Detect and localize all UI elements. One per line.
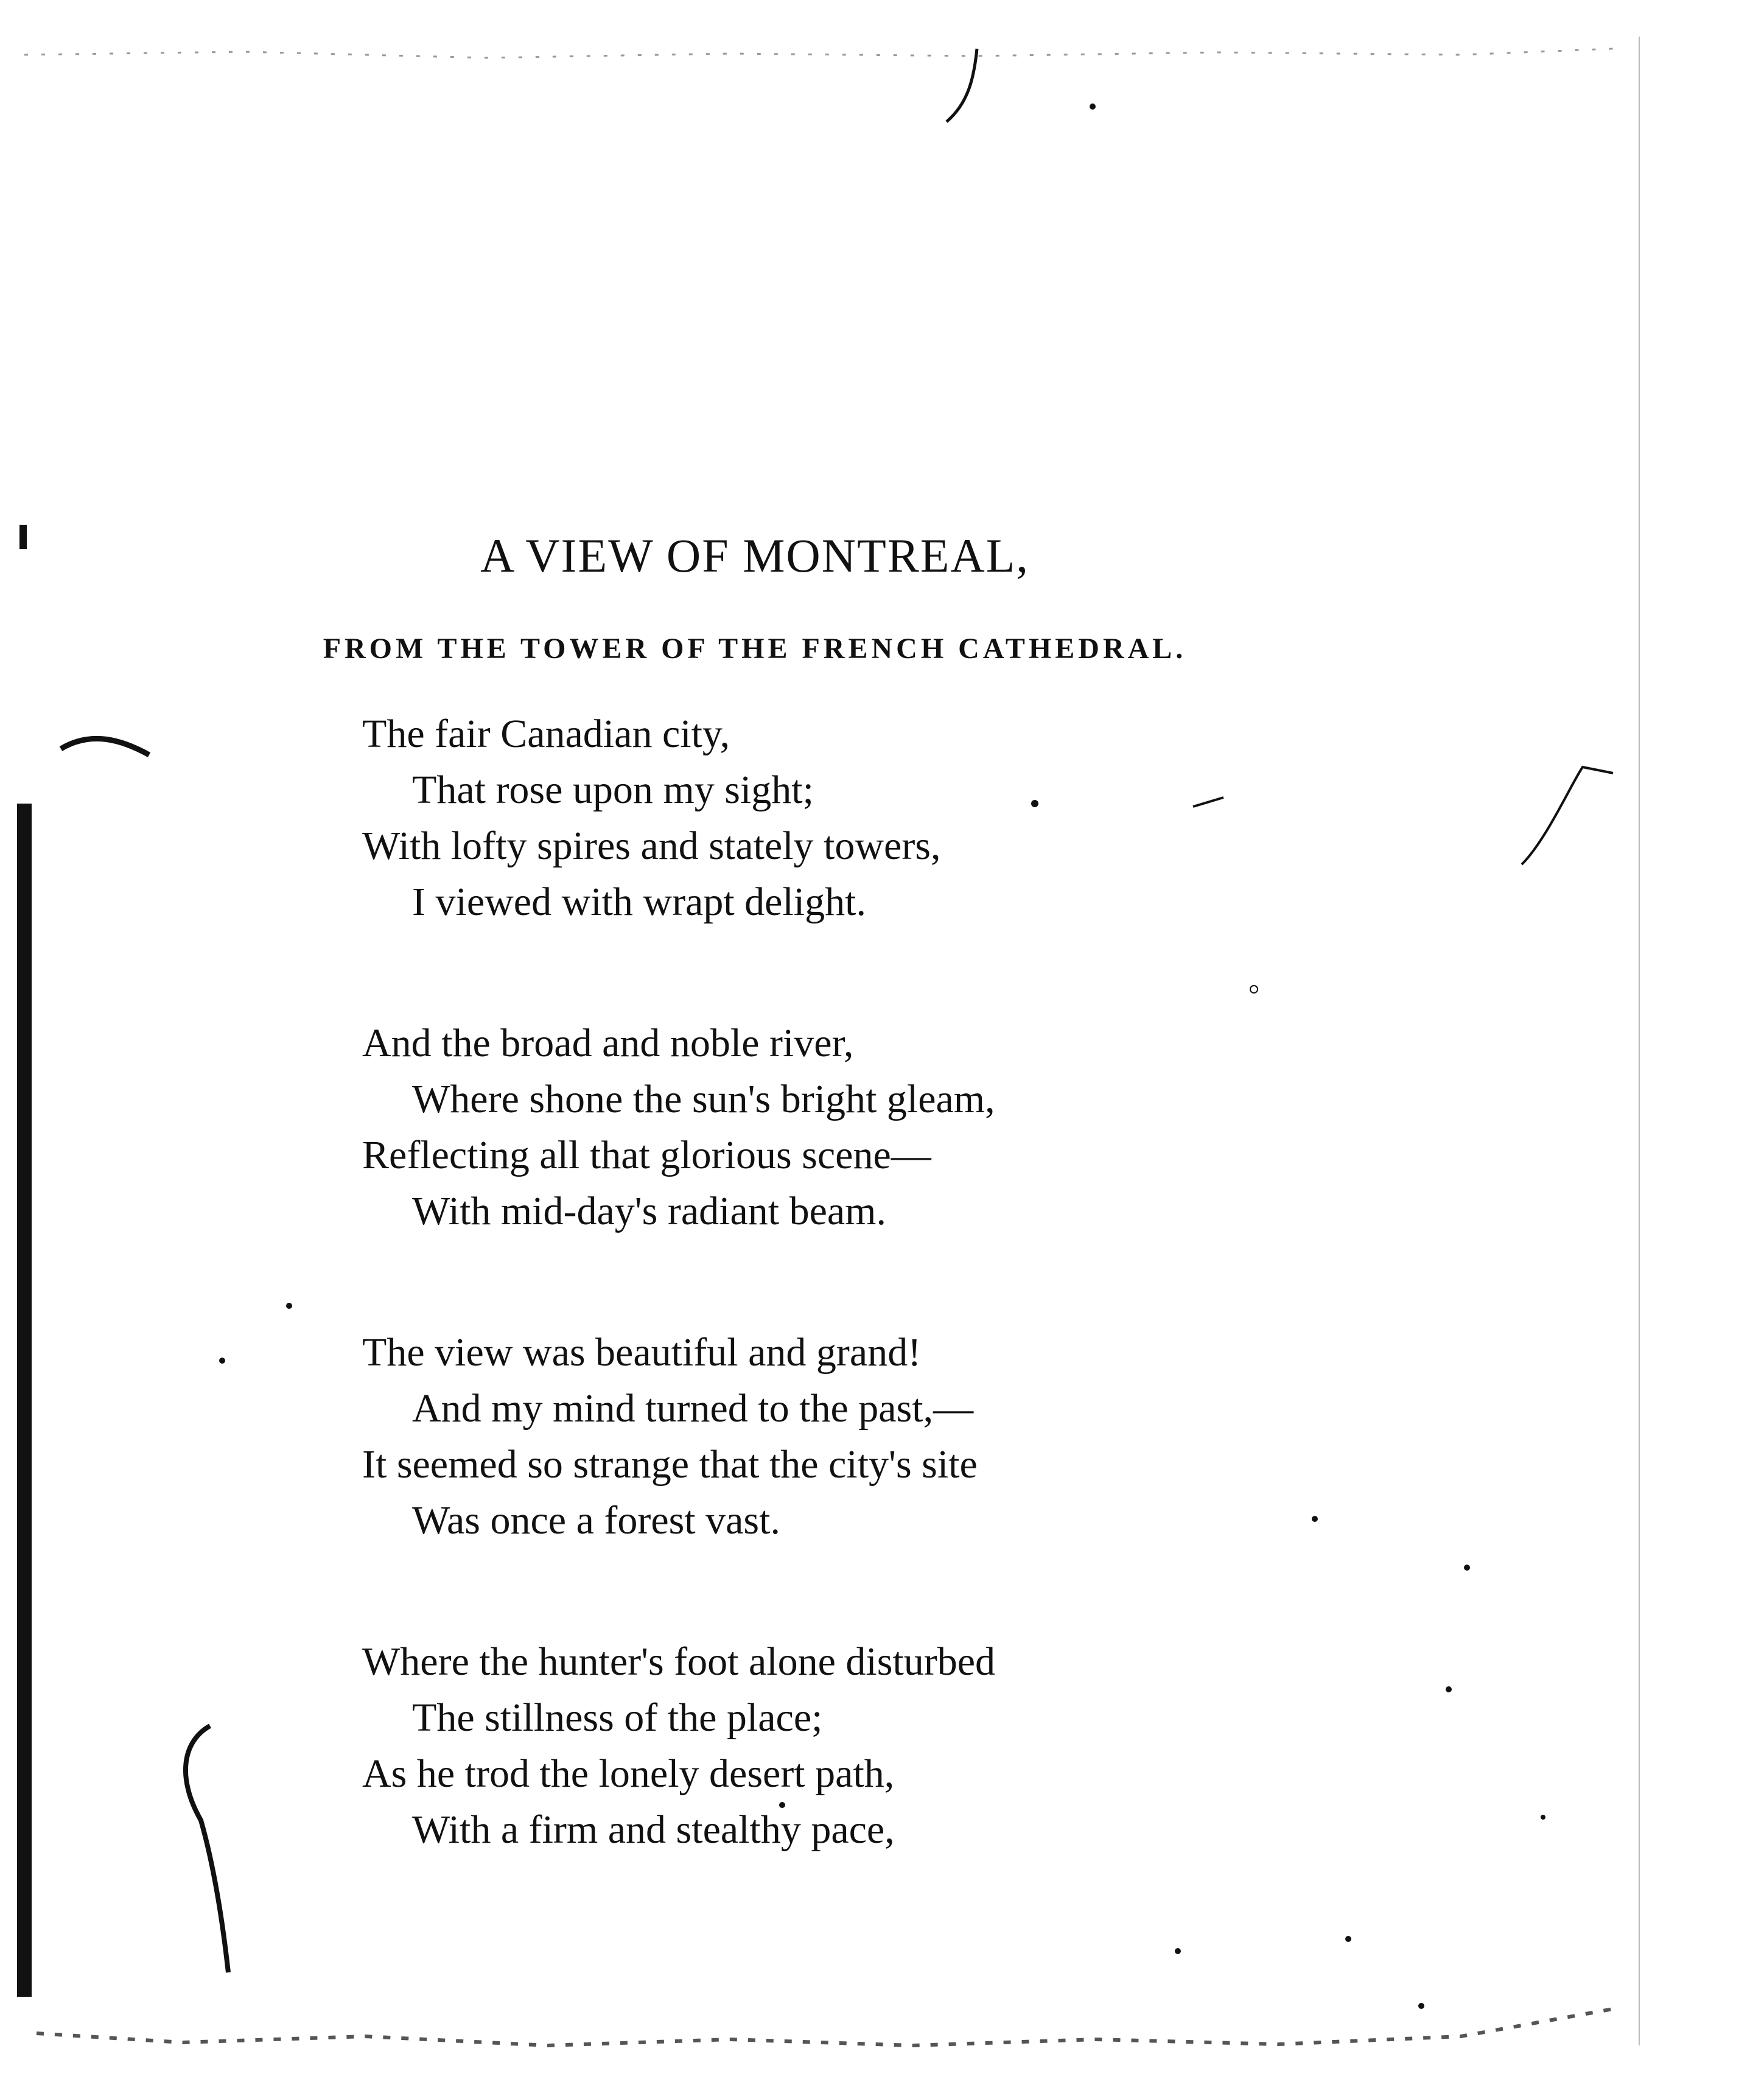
- stanza-4: [362, 1634, 1275, 1858]
- bottom-edge-noise: [37, 2009, 1613, 2045]
- poem-line: The fair Canadian city,: [362, 712, 730, 756]
- poem-body: [362, 706, 1275, 1943]
- speck: [1090, 103, 1096, 110]
- speck: [1345, 1936, 1351, 1942]
- speck: [219, 1358, 225, 1364]
- stanza-3: [362, 1325, 1275, 1549]
- poem-line: It seemed so strange that the city's site: [362, 1442, 978, 1487]
- speck: [1418, 2003, 1424, 2009]
- speck: [1312, 1516, 1318, 1522]
- poem-line: I viewed with wrapt delight.: [412, 880, 866, 924]
- top-edge-noise: [24, 49, 1613, 58]
- poem-subtitle: FROM THE TOWER OF THE FRENCH CATHEDRAL.: [323, 633, 1187, 665]
- poem-line: That rose upon my sight;: [412, 768, 814, 812]
- poem-line: With lofty spires and stately towers,: [362, 824, 941, 868]
- poem-line: Was once a forest vast.: [412, 1498, 780, 1543]
- ink-mark-bracket: [186, 1726, 228, 1972]
- poem-title: A VIEW OF MONTREAL,: [480, 529, 1029, 582]
- poem-line: With a firm and stealthy pace,: [412, 1807, 895, 1852]
- speck: [1446, 1686, 1452, 1692]
- left-binding-bar: [17, 804, 32, 1997]
- ink-mark-top: [947, 49, 977, 122]
- poem-line: And the broad and noble river,: [362, 1021, 854, 1065]
- stanza-1: [362, 706, 1275, 930]
- ink-mark-left-arrow: [61, 738, 149, 755]
- speck: [1464, 1565, 1470, 1571]
- speck: [1175, 1948, 1181, 1954]
- poem-line: The stillness of the place;: [412, 1695, 823, 1740]
- poem-line: And my mind turned to the past,—: [412, 1386, 974, 1431]
- poem-line: With mid-day's radiant beam.: [412, 1189, 887, 1233]
- speck: [286, 1303, 292, 1309]
- poem-line: Reflecting all that glorious scene—: [362, 1133, 931, 1177]
- poem-line: As he trod the lonely desert path,: [362, 1751, 895, 1796]
- poem-line: Where shone the sun's bright gleam,: [412, 1077, 995, 1121]
- poem-line: The view was beautiful and grand!: [362, 1330, 922, 1375]
- stanza-2: [362, 1015, 1275, 1239]
- poem-line: Where the hunter's foot alone disturbed: [362, 1639, 996, 1684]
- ink-mark-right: [1522, 767, 1613, 864]
- speck: [1541, 1815, 1545, 1820]
- right-edge-line: [1639, 37, 1640, 2045]
